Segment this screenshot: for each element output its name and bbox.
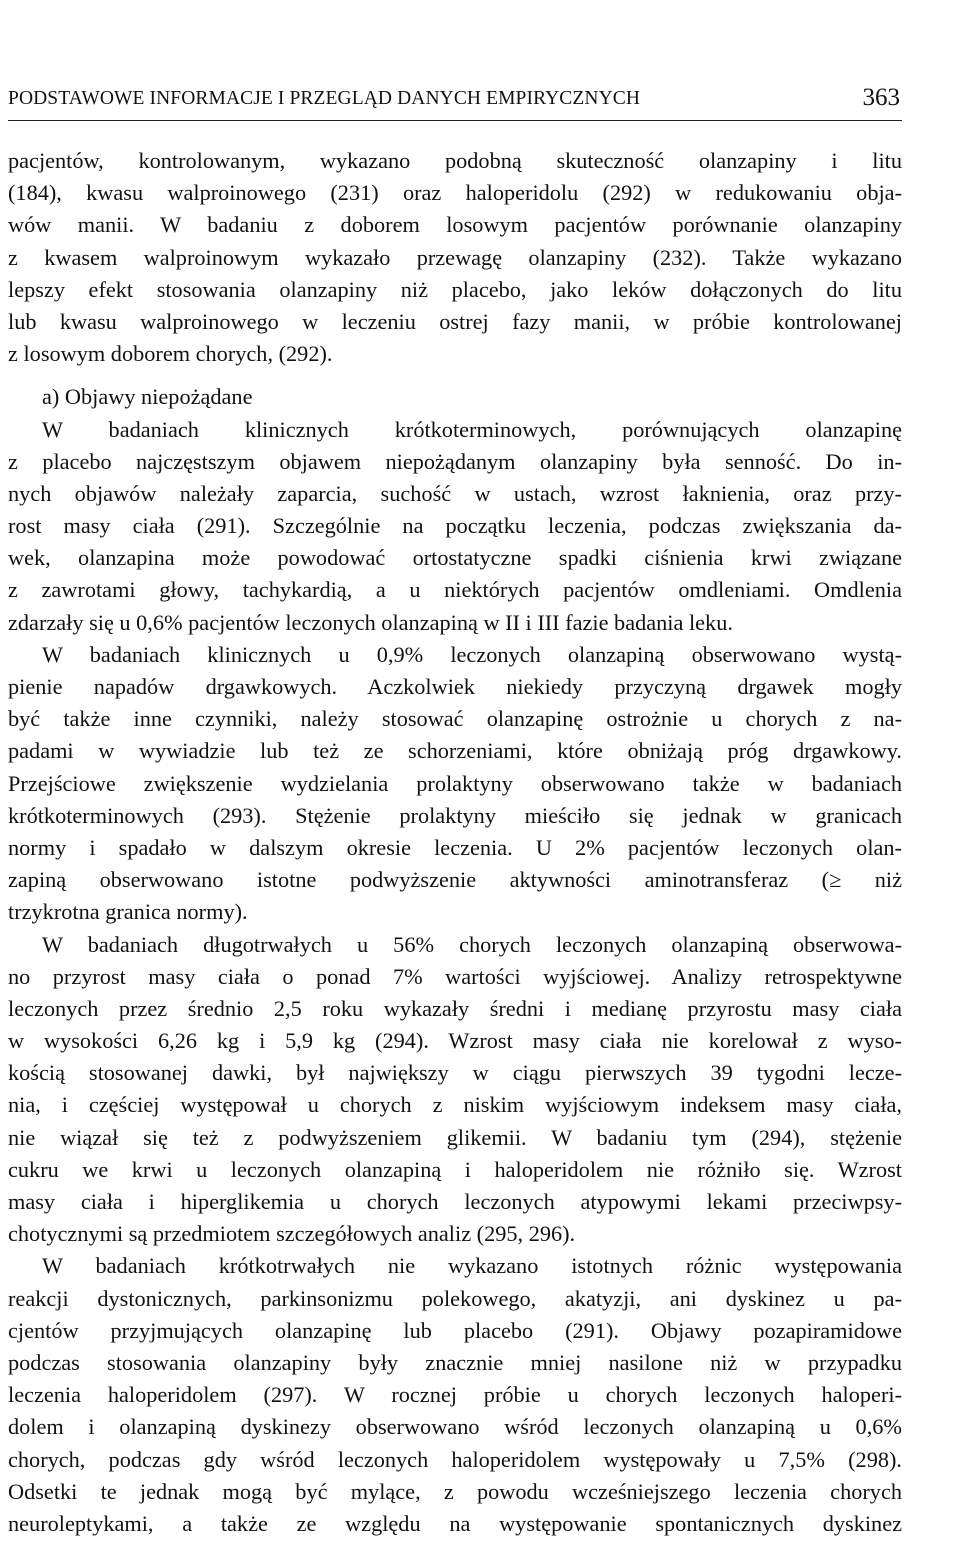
text-line: cjentów przyjmujących olanzapinę lub placebo (291). Objawy pozapiramidowe — [8, 1317, 902, 1343]
text-line: zapiną obserwowano istotne podwyższenie aktywności aminotransferaz (≥ niż — [8, 867, 902, 893]
text-line: neuroleptykami, a także ze względu na występowanie spontanicznych dyskinez — [8, 1510, 902, 1536]
text-line: nych objawów należały zaparcia, suchość w ustach, wzrost łaknienia, oraz przy- — [8, 480, 902, 506]
text-line: chotycznymi są przedmiotem szczegółowych analiz (295, 296). — [8, 1221, 576, 1247]
text-line: kością stosowanej dawki, był największy w ciągu pierwszych 39 tygodni lecze- — [8, 1060, 902, 1086]
text-line: być także inne czynniki, należy stosować olanzapinę ostrożnie u chorych z na- — [8, 706, 902, 732]
section-heading: a) Objawy niepożądane — [42, 384, 253, 410]
text-line: W badaniach krótkotrwałych nie wykazano istotnych różnic występowania — [42, 1253, 902, 1279]
text-line: krótkoterminowych (293). Stężenie prolaktyny mieściło się jednak w granicach — [8, 802, 902, 828]
text-line: leczenia haloperidolem (297). W rocznej próbie u chorych leczonych haloperi- — [8, 1382, 902, 1408]
text-line: cukru we krwi u leczonych olanzapiną i haloperidolem nie różniło się. Wzrost — [8, 1156, 902, 1182]
text-line: wów manii. W badaniu z doborem losowym pacjentów porównanie olanzapiny — [8, 212, 902, 238]
text-line: zdarzały się u 0,6% pacjentów leczonych olanzapiną w II i III fazie badania leku. — [8, 609, 733, 635]
text-line: no przyrost masy ciała o ponad 7% wartości wyjściowej. Analizy retrospektywne — [8, 963, 902, 989]
text-line: lepszy efekt stosowania olanzapiny niż placebo, jako leków dołączonych do litu — [8, 276, 902, 302]
text-line: dolem i olanzapiną dyskinezy obserwowano wśród leczonych olanzapiną u 0,6% — [8, 1414, 902, 1440]
text-line: w wysokości 6,26 kg i 5,9 kg (294). Wzrost masy ciała nie korelował z wyso- — [8, 1028, 902, 1054]
text-line: Odsetki te jednak mogą być mylące, z powodu wcześniejszego leczenia chorych — [8, 1478, 902, 1504]
text-line: W badaniach klinicznych krótkoterminowych, porównujących olanzapinę — [42, 416, 902, 442]
text-line: W badaniach klinicznych u 0,9% leczonych olanzapiną obserwowano wystą- — [42, 641, 902, 667]
text-line: z kwasem walproinowym wykazało przewagę olanzapiny (232). Także wykazano — [8, 244, 902, 270]
text-line: pienie napadów drgawkowych. Aczkolwiek niekiedy przyczyną drgawek mogły — [8, 674, 902, 699]
text-line: z placebo najczęstszym objawem niepożądanym olanzapiny była senność. Do in- — [8, 448, 902, 474]
text-line: reakcji dystonicznych, parkinsonizmu polekowego, akatyzji, ani dyskinez u pa- — [8, 1285, 902, 1311]
running-header-title: PODSTAWOWE INFORMACJE I PRZEGLĄD DANYCH EMPIRYCZNYCH — [8, 88, 641, 109]
text-line: leczonych przez średnio 2,5 roku wykazały średni i medianę przyrostu masy ciała — [8, 995, 902, 1021]
text-line: rost masy ciała (291). Szczególnie na początku leczenia, podczas zwiększania da- — [8, 513, 902, 539]
text-line: trzykrotna granica normy). — [8, 899, 248, 925]
text-line: wek, olanzapina może powodować ortostatyczne spadki ciśnienia krwi związane — [8, 545, 902, 571]
text-line: nie wiązał się też z podwyższeniem glikemii. W badaniu tym (294), stężenie — [8, 1124, 902, 1150]
page-number: 363 — [862, 84, 900, 111]
text-line: normy i spadało w dalszym okresie leczenia. U 2% pacjentów leczonych olan- — [8, 834, 902, 860]
text-line: z losowym doborem chorych, (292). — [8, 341, 333, 367]
text-line: (184), kwasu walproinowego (231) oraz haloperidolu (292) w redukowaniu obja- — [8, 180, 902, 206]
text-line: lub kwasu walproinowego w leczeniu ostrej fazy manii, w próbie kontrolowanej — [8, 308, 902, 334]
text-line: masy ciała i hiperglikemia u chorych leczonych atypowymi lekami przeciwpsy- — [8, 1189, 902, 1214]
text-line: Przejściowe zwiększenie wydzielania prolaktyny obserwowano także w badaniach — [8, 770, 902, 796]
text-line: pacjentów, kontrolowanym, wykazano podobną skuteczność olanzapiny i litu — [8, 148, 902, 173]
text-line: W badaniach długotrwałych u 56% chorych leczonych olanzapiną obserwowa- — [42, 931, 902, 957]
text-line: nia, i częściej występował u chorych z niskim wyjściowym indeksem masy ciała, — [8, 1092, 902, 1118]
body-text — [8, 145, 902, 1540]
text-line: z zawrotami głowy, tachykardią, a u niektórych pacjentów omdleniami. Omdlenia — [8, 577, 902, 603]
text-line: chorych, podczas gdy wśród leczonych haloperidolem występowały u 7,5% (298). — [8, 1446, 902, 1472]
text-line: padami w wywiadzie lub też ze schorzeniami, które obniżają próg drgawkowy. — [8, 738, 902, 764]
text-line: podczas stosowania olanzapiny były znacznie mniej nasilone niż w przypadku — [8, 1349, 902, 1375]
running-header — [8, 84, 902, 121]
